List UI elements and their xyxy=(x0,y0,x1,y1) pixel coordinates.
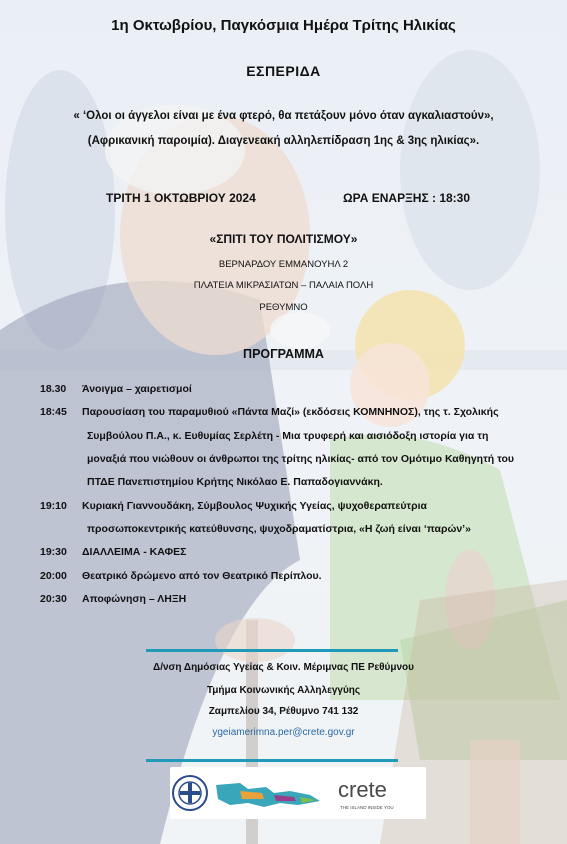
address-line-2: ΠΛΑΤΕΙΑ ΜΙΚΡΑΣΙΑΤΩΝ – ΠΑΛΑΙΑ ΠΟΛΗ xyxy=(193,280,374,291)
divider-bottom xyxy=(146,759,398,762)
crete-text: crete xyxy=(338,777,387,802)
program-text: Παρουσίαση του παραμυθιού «Πάντα Μαζί» (εκδόσεις ΚΟΜΝΗΝΟΣ), της τ. Σχολικής xyxy=(82,406,499,418)
program-item xyxy=(40,570,322,582)
organizer-address: Ζαμπελίου 34, Ρέθυμνο 741 132 xyxy=(208,706,359,717)
program-item xyxy=(40,406,499,418)
program-item xyxy=(40,546,186,558)
logos-svg xyxy=(170,767,426,819)
address-line-1: ΒΕΡΝΑΡΔΟΥ ΕΜΜΑΝΟΥΗΛ 2 xyxy=(218,259,349,270)
organizer-line-1: Δ/νση Δημόσιας Υγείας & Κοιν. Μέριμνας ΠΕ Ρεθύμνου xyxy=(153,662,414,673)
event-date: ΤΡΙΤΗ 1 ΟΚΤΩΒΡΙΟΥ 2024 xyxy=(106,191,256,205)
program-text: Άνοιγμα – χαιρετισμοί xyxy=(82,383,192,395)
organizer-line-2: Τμήμα Κοινωνικής Αλληλεγγύης xyxy=(206,685,361,696)
program-time: 18.30 xyxy=(40,383,67,395)
program-time: 19:30 xyxy=(40,546,67,558)
program-item xyxy=(40,500,427,512)
crete-wordmark-logo xyxy=(338,777,394,810)
program-text-cont: προσωποκεντρικής κατεύθυνσης, ψυχοδραματίστρια, «Η ζωή είναι ‘παρών’» xyxy=(87,523,471,535)
divider-top xyxy=(146,649,398,652)
program-time: 20:00 xyxy=(40,570,67,582)
program-title: ΠΡΟΓΡΑΜΜΑ xyxy=(243,347,324,361)
crete-tagline: THE ISLAND INSIDE YOU xyxy=(340,805,394,810)
venue-name: «ΣΠΙΤΙ ΤΟΥ ΠΟΛΙΤΙΣΜΟΥ» xyxy=(209,232,358,246)
program-text-cont: ΠΤΔΕ Πανεπιστημίου Κρήτης Νικόλαο Ε. Παπαδογιαννάκη. xyxy=(87,476,383,488)
event-start-time: ΩΡΑ ΕΝΑΡΞΗΣ : 18:30 xyxy=(343,191,471,205)
address-line-3: ΡΕΘΥΜΝΟ xyxy=(259,302,308,313)
program-time: 19:10 xyxy=(40,500,67,512)
program-item xyxy=(40,383,192,395)
quote-line-1: « ‘Ολοι οι άγγελοι είναι με ένα φτερό, θα πετάξουν μόνο όταν αγκαλιαστούν», xyxy=(73,110,494,122)
program-text-cont: μοναξιά που νιώθουν οι άνθρωποι της τρίτης ηλικίας- από τον Ομότιμο Καθηγητή του xyxy=(87,453,515,465)
organizer-email[interactable]: ygeiamerimna.per@crete.gov.gr xyxy=(212,727,355,738)
program-text: ΔΙΑΛΛΕΙΜΑ - ΚΑΦΕΣ xyxy=(82,546,187,558)
program-item xyxy=(40,593,186,605)
program-text: Αποφώνηση – ΛΗΞΗ xyxy=(82,593,187,605)
flyer-title: 1η Οκτωβρίου, Παγκόσμια Ημέρα Τρίτης Ηλικίας xyxy=(111,17,456,34)
program-text: Θεατρικό δρώμενο από τον Θεατρικό Περίπλου. xyxy=(82,570,322,582)
greek-seal-logo xyxy=(173,776,207,810)
crete-map-logo xyxy=(216,783,320,807)
program-time: 20:30 xyxy=(40,593,67,605)
program-text-cont: Συμβούλου Π.Α., κ. Ευθυμίας Σερλέτη - Μια τρυφερή και αισιόδοξη ιστορία για τη xyxy=(87,430,489,442)
quote-line-2: (Αφρικανική παροιμία). Διαγενεακή αλληλεπίδραση 1ης & 3ης ηλικίας». xyxy=(87,135,480,147)
program-time: 18:45 xyxy=(40,406,67,418)
event-type: ΕΣΠΕΡΙΔΑ xyxy=(246,63,321,79)
logos-strip xyxy=(170,767,426,819)
program-text: Κυριακή Γιαννουδάκη, Σύμβουλος Ψυχικής Υγείας, ψυχοθεραπεύτρια xyxy=(82,500,427,512)
